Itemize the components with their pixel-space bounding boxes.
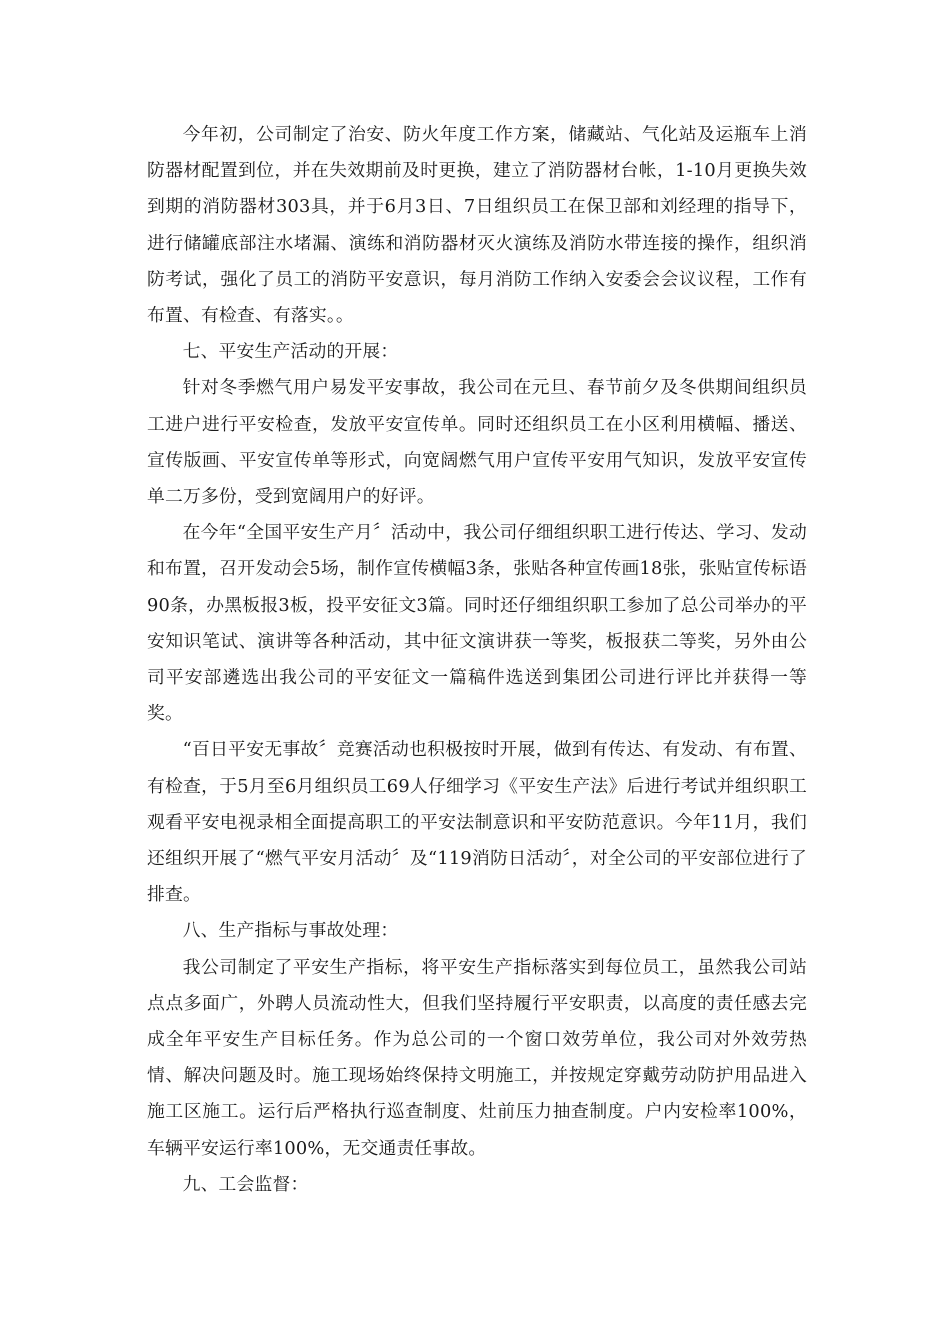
section-heading-7: 七、平安生产活动的开展： [182, 341, 399, 363]
paragraph-safety-month: 在今年“全国平安生产月〞活动中，我公司仔细组织职工进行传达、学习、发动和布置，召开发动会5场，制作宣传横幅3条，张贴各种宣传画18张，张贴宣传标语90条，办黑板报3板，投平安征文3篇。同时还仔细组织职工参加了总公司举办的平安知识笔试、演讲等各种活动，其中征文演讲获一等奖，板报获二等奖，另外由公司平安部遴选出我公司的平安征文一篇稿件选送到集团公司进行评比并获得一等奖。 [147, 522, 807, 725]
section-heading-8: 八、生产指标与事故处理： [182, 920, 399, 942]
paragraph-production-targets: 我公司制定了平安生产指标，将平安生产指标落实到每位员工，虽然我公司站点点多面广，外聘人员流动性大，但我们坚持履行平安职责，以高度的责任感去完成全年平安生产目标任务。作为总公司的一个窗口效劳单位，我公司对外效劳热情、解决问题及时。施工现场始终保持文明施工，并按规定穿戴劳动防护用品进入施工区施工。运行后严格执行巡查制度、灶前压力抽查制度。户内安检率100%，车辆平安运行率100%，无交通责任事故。 [147, 956, 807, 1159]
paragraph-hundred-days: “百日平安无事故〞竞赛活动也积极按时开展，做到有传达、有发动、有布置、有检查，于5月至6月组织员工69人仔细学习《平安生产法》后进行考试并组织职工观看平安电视录相全面提高职工的平安法制意识和平安防范意识。今年11月，我们还组织开展了“燃气平安月活动〞及“119消防日活动〞，对全公司的平安部位进行了排查。 [147, 739, 807, 906]
section-heading-9: 九、工会监督： [182, 1173, 309, 1195]
document-body [147, 117, 807, 1203]
paragraph-fire-safety: 今年初，公司制定了治安、防火年度工作方案，储藏站、气化站及运瓶车上消防器材配置到位，并在失效期前及时更换，建立了消防器材台帐，1-10月更换失效到期的消防器材303具，并于6月3日、7日组织员工在保卫部和刘经理的指导下，进行储罐底部注水堵漏、演练和消防器材灭火演练及消防水带连接的操作，组织消防考试，强化了员工的消防平安意识，每月消防工作纳入安委会会议议程，工作有布置、有检查、有落实。。 [147, 124, 807, 327]
paragraph-winter-inspection: 针对冬季燃气用户易发平安事故，我公司在元旦、春节前夕及冬供期间组织员工进户进行平安检查，发放平安宣传单。同时还组织员工在小区利用横幅、播送、宣传版画、平安宣传单等形式，向宽阔燃气用户宣传平安用气知识，发放平安宣传单二万多份，受到宽阔用户的好评。 [147, 377, 807, 508]
